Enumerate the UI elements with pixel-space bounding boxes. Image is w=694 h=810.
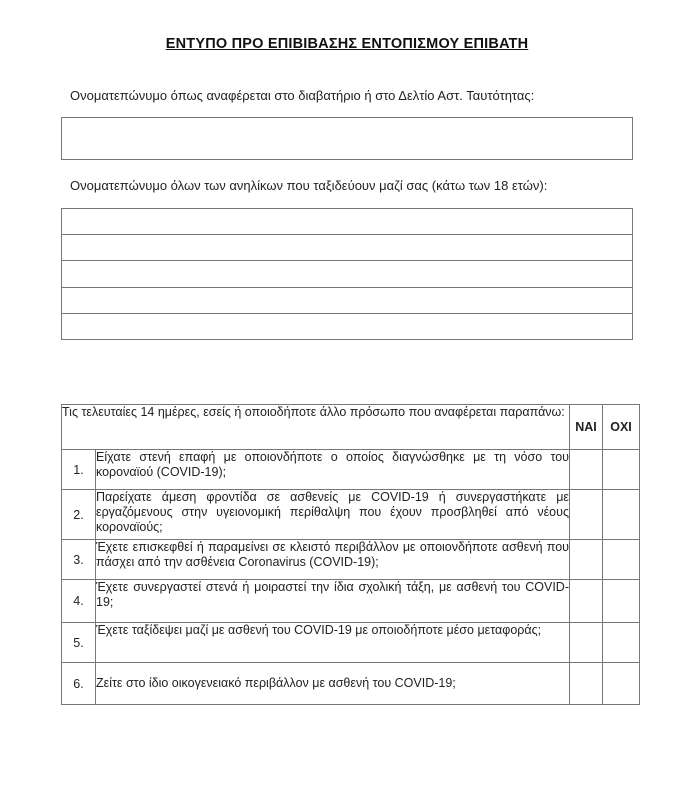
yes-answer-cell[interactable] <box>570 663 603 705</box>
yes-answer-cell[interactable] <box>570 490 603 540</box>
yes-answer-cell[interactable] <box>570 450 603 490</box>
minors-label: Ονοματεπώνυμο όλων των ανηλίκων που ταξιδεύουν μαζί σας (κάτω των 18 ετών): <box>70 178 548 193</box>
question-number: 4. <box>62 580 96 623</box>
no-answer-cell[interactable] <box>603 623 640 663</box>
question-text: Παρείχατε άμεση φροντίδα σε ασθενείς με COVID-19 ή συνεργαστήκατε με εργαζόμενους στην υγειονομική περίθαλψη που έχουν προσβληθεί από νέους κοροναϊούς; <box>96 490 570 540</box>
minor-name-field[interactable] <box>62 314 632 339</box>
question-row <box>62 623 640 663</box>
minor-name-field[interactable] <box>62 235 632 261</box>
question-text: Ζείτε στο ίδιο οικογενειακό περιβάλλον με ασθενή του COVID-19; <box>96 663 570 705</box>
question-text: Είχατε στενή επαφή με οποιονδήποτε ο οποίος διαγνώσθηκε με τη νόσο του κοροναϊού (COVID-19); <box>96 450 570 490</box>
yes-column-header: ΝΑΙ <box>570 405 603 450</box>
question-text: Έχετε ταξίδεψει μαζί με ασθενή του COVID-19 με οποιοδήποτε μέσο μεταφοράς; <box>96 623 570 663</box>
no-column-header: ΟΧΙ <box>603 405 640 450</box>
screening-questionnaire-table <box>61 404 640 705</box>
minor-name-field[interactable] <box>62 261 632 287</box>
question-number: 2. <box>62 490 96 540</box>
minors-field-group <box>61 208 633 340</box>
question-text: Έχετε συνεργαστεί στενά ή μοιραστεί την ίδια σχολική τάξη, με ασθενή του COVID-19; <box>96 580 570 623</box>
minor-name-field[interactable] <box>62 209 632 235</box>
no-answer-cell[interactable] <box>603 540 640 580</box>
questionnaire-header-row <box>62 405 640 450</box>
form-title: ΕΝΤΥΠΟ ΠΡΟ ΕΠΙΒΙΒΑΣΗΣ ΕΝΤΟΠΙΣΜΟΥ ΕΠΙΒΑΤΗ <box>165 36 529 52</box>
no-answer-cell[interactable] <box>603 490 640 540</box>
question-number: 6. <box>62 663 96 705</box>
yes-answer-cell[interactable] <box>570 580 603 623</box>
question-row <box>62 663 640 705</box>
question-row <box>62 540 640 580</box>
question-row <box>62 490 640 540</box>
no-answer-cell[interactable] <box>603 450 640 490</box>
no-answer-cell[interactable] <box>603 580 640 623</box>
question-number: 5. <box>62 623 96 663</box>
passenger-name-field[interactable] <box>61 117 633 160</box>
yes-answer-cell[interactable] <box>570 623 603 663</box>
passenger-name-label: Ονοματεπώνυμο όπως αναφέρεται στο διαβατήριο ή στο Δελτίο Αστ. Ταυτότητας: <box>70 88 535 103</box>
question-text: Έχετε επισκεφθεί ή παραμείνει σε κλειστό περιβάλλον με οποιονδήποτε ασθενή που πάσχει από την ασθένεια Coronavirus (COVID-19); <box>96 540 570 580</box>
questionnaire-intro: Τις τελευταίες 14 ημέρες, εσείς ή οποιοδήποτε άλλο πρόσωπο που αναφέρεται παραπάνω: <box>62 405 570 450</box>
question-row <box>62 450 640 490</box>
minor-name-field[interactable] <box>62 288 632 314</box>
question-number: 3. <box>62 540 96 580</box>
yes-answer-cell[interactable] <box>570 540 603 580</box>
question-number: 1. <box>62 450 96 490</box>
no-answer-cell[interactable] <box>603 663 640 705</box>
question-row <box>62 580 640 623</box>
